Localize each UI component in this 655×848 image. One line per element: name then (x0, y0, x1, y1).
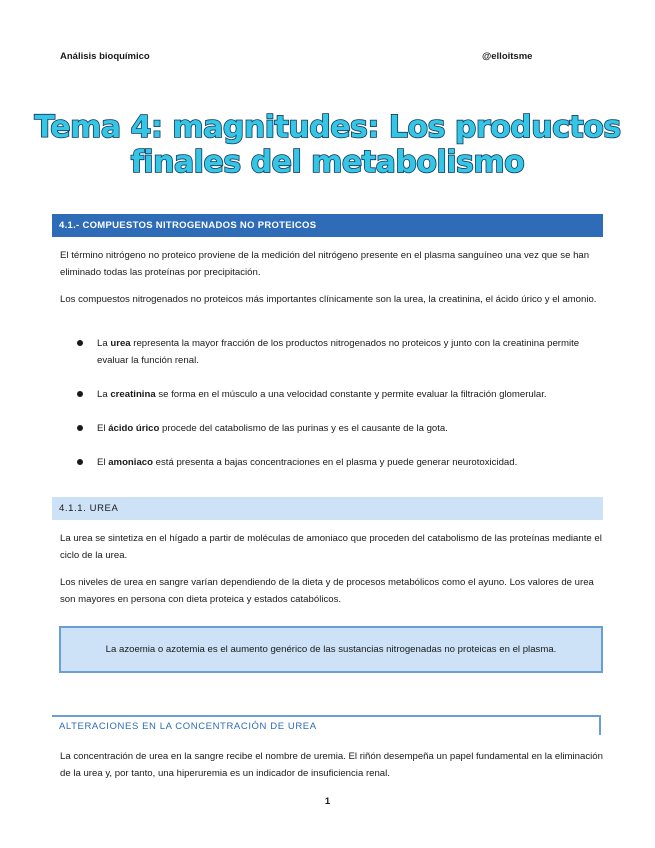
paragraph-niveles-urea: Los niveles de urea en sangre varían dependiendo de la dieta y de procesos metabólicos como el ayuno. Los valores de urea son mayores en persona con dieta proteica y estados catabólicos. (60, 577, 594, 605)
page-title (20, 110, 635, 180)
bullet-text-post: se forma en el músculo a una velocidad constante y permite evaluar la filtración glomerular. (155, 389, 547, 400)
header-author: @elloitsme (482, 51, 533, 62)
bullet-term: urea (110, 338, 131, 349)
title-line-2: finales del metabolismo (130, 145, 525, 180)
header-subject: Análisis bioquímico (60, 51, 150, 62)
title-line-1: Tema 4: magnitudes: Los productos (34, 110, 621, 145)
bullet-item-amoniaco (97, 454, 607, 471)
bullet-term: creatinina (110, 389, 156, 400)
bullet-text-pre: La (97, 338, 111, 349)
bullet-dot (77, 459, 83, 465)
bullet-term: ácido úrico (108, 423, 160, 434)
bullet-item-acido-urico (97, 420, 607, 437)
callout-azoemia: La azoemia o azotemia es el aumento genérico de las sustancias nitrogenadas no proteicas en el plasma. (59, 626, 603, 673)
bullet-term: amoniaco (108, 457, 153, 468)
section-heading-alteraciones: ALTERACIONES EN LA CONCENTRACIÓN DE UREA (52, 715, 601, 735)
bullet-dot (77, 391, 83, 397)
paragraph-compuestos-importantes: Los compuestos nitrogenados no proteicos más importantes clínicamente son la urea, la creatinina, el ácido úrico y el amonio. (60, 294, 597, 305)
bullet-text-pre: La (97, 389, 111, 400)
paragraph-sintesis-urea: La urea se sintetiza en el hígado a partir de moléculas de amoniaco que proceden del catabolismo de las proteínas mediante el ciclo de la urea. (60, 533, 602, 561)
bullet-dot (77, 340, 83, 346)
paragraph-uremia: La concentración de urea en la sangre recibe el nombre de uremia. El riñón desempeña un papel fundamental en la eliminación de la urea y, por tanto, una hiperuremia es un indicador de insuficiencia renal. (60, 751, 603, 779)
section-heading-compuestos: 4.1.- COMPUESTOS NITROGENADOS NO PROTEICOS (52, 214, 603, 237)
bullet-text-post: representa la mayor fracción de los productos nitrogenados no proteicos y junto con la creatinina permite evaluar la función renal. (97, 338, 580, 366)
bullet-item-urea (97, 335, 607, 369)
bullet-text-pre: El (97, 457, 109, 468)
page-number: 1 (324, 796, 331, 807)
bullet-item-creatinina (97, 386, 607, 403)
bullet-dot (77, 425, 83, 431)
paragraph-nitrogeno-no-proteico: El término nitrógeno no proteico proviene de la medición del nitrógeno presente en el plasma sanguíneo una vez que se han eliminado todas las proteínas por precipitación. (60, 250, 590, 278)
section-heading-urea: 4.1.1. UREA (52, 497, 603, 520)
bullet-text-pre: El (97, 423, 109, 434)
bullet-text-post: está presenta a bajas concentraciones en el plasma y puede generar neurotoxicidad. (153, 457, 518, 468)
bullet-text-post: procede del catabolismo de las purinas y es el causante de la gota. (159, 423, 448, 434)
